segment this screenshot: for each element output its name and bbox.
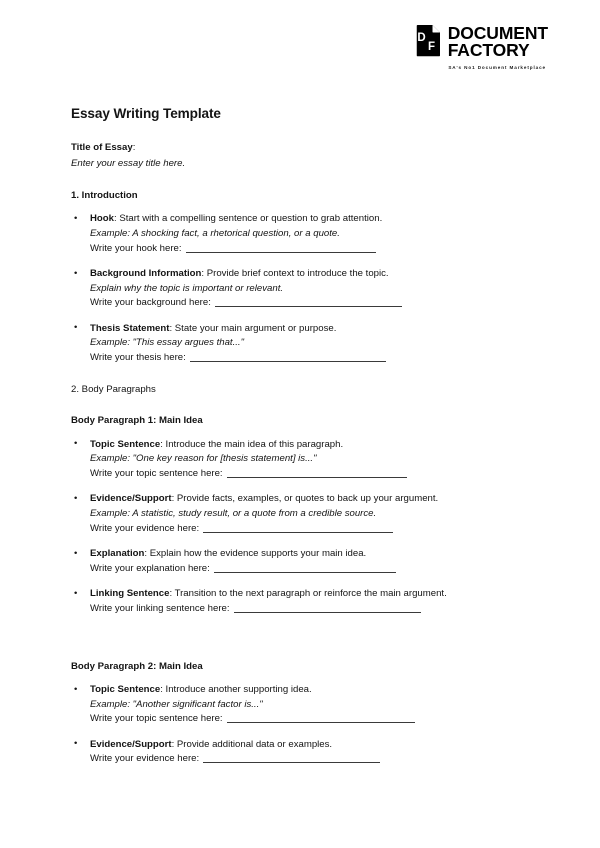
write-prompt-label: Write your topic sentence here: <box>90 467 223 479</box>
title-of-essay-label <box>71 141 503 156</box>
list-item <box>71 322 503 366</box>
write-prompt-label: Write your explanation here: <box>90 562 210 574</box>
document-body <box>71 104 503 767</box>
list-item <box>71 438 503 482</box>
bullet-description: : State your main argument or purpose. <box>169 322 337 334</box>
subsection-heading: Body Paragraph 1: Main Idea <box>71 415 203 427</box>
answer-blank-line[interactable] <box>214 572 396 573</box>
write-prompt-label: Write your evidence here: <box>90 753 200 765</box>
bullet-description: : Introduce the main idea of this paragraph. <box>160 438 344 450</box>
bullet-example: Example: A statistic, study result, or a quote from a credible source. <box>90 508 377 520</box>
bullet-main-line <box>90 547 503 562</box>
bullet-example: Explain why the topic is important or relevant. <box>90 282 284 294</box>
bullet-write-row <box>90 752 503 767</box>
answer-blank-line[interactable] <box>203 532 393 533</box>
list-item <box>71 683 503 727</box>
bullet-main-line <box>90 587 503 602</box>
subsection-heading: Body Paragraph 2: Main Idea <box>71 660 203 672</box>
answer-blank-line[interactable] <box>227 477 407 478</box>
list-item <box>71 738 503 767</box>
bullet-list <box>71 212 503 365</box>
bullet-example: Example: "One key reason for [thesis statement] is..." <box>90 453 317 465</box>
bullet-description: : Transition to the next paragraph or reinforce the main argument. <box>169 588 447 600</box>
bullet-write-row <box>90 296 503 311</box>
list-item <box>71 587 503 616</box>
logo-wordmark <box>448 24 548 59</box>
bullet-term: Explanation <box>90 548 145 560</box>
logo-line-2: FACTORY <box>447 40 530 61</box>
bullet-list <box>71 683 503 767</box>
bullet-term: Evidence/Support <box>90 493 172 505</box>
bullet-main-line <box>90 212 503 227</box>
list-item <box>71 267 503 311</box>
write-prompt-label: Write your linking sentence here: <box>90 602 230 614</box>
document-factory-icon <box>416 24 441 57</box>
bullet-main-line <box>90 683 503 698</box>
bullet-write-row <box>90 242 503 257</box>
bullet-term: Background Information <box>90 268 202 280</box>
bullet-main-line <box>90 738 503 753</box>
bullet-term: Evidence/Support <box>90 738 172 750</box>
list-item <box>71 492 503 536</box>
write-prompt-label: Write your background here: <box>90 297 211 309</box>
answer-blank-line[interactable] <box>227 722 415 723</box>
write-prompt-label: Write your evidence here: <box>90 522 200 534</box>
bullet-term: Hook <box>90 213 114 225</box>
list-item <box>71 212 503 256</box>
answer-blank-line[interactable] <box>215 306 402 307</box>
bullet-example: Example: "Another significant factor is..." <box>90 698 263 710</box>
page-title: Essay Writing Template <box>71 106 221 121</box>
bullet-description: : Provide additional data or examples. <box>171 738 333 750</box>
write-prompt-label: Write your thesis here: <box>90 352 186 364</box>
list-item <box>71 547 503 576</box>
bullet-main-line <box>90 322 503 337</box>
section-spacer <box>71 617 503 643</box>
answer-blank-line[interactable] <box>190 361 386 362</box>
bullet-description: : Explain how the evidence supports your main idea. <box>144 548 367 560</box>
bullet-description: : Start with a compelling sentence or question to grab attention. <box>113 213 383 225</box>
sections-container <box>71 189 503 767</box>
bullet-main-line <box>90 267 503 282</box>
write-prompt-label: Write your hook here: <box>90 242 182 254</box>
answer-blank-line[interactable] <box>203 762 380 763</box>
write-prompt-label: Write your topic sentence here: <box>90 713 223 725</box>
brand-logo <box>416 24 548 70</box>
svg-text:F: F <box>427 41 435 53</box>
bullet-main-line <box>90 438 503 453</box>
bullet-example: Example: A shocking fact, a rhetorical question, or a quote. <box>90 227 340 239</box>
bullet-term: Topic Sentence <box>90 438 161 450</box>
logo-line-1: DOCUMENT <box>447 23 548 43</box>
section-heading: 2. Body Paragraphs <box>71 383 156 395</box>
answer-blank-line[interactable] <box>186 252 376 253</box>
bullet-description: : Introduce another supporting idea. <box>160 684 312 696</box>
section-heading: 1. Introduction <box>71 189 138 201</box>
logo-tagline: SA's No1 Document Marketplace <box>448 65 546 71</box>
logo-row <box>416 24 548 59</box>
title-of-essay-placeholder: Enter your essay title here. <box>71 158 186 170</box>
bullet-example: Example: "This essay argues that..." <box>90 337 244 349</box>
bullet-term: Linking Sentence <box>90 588 170 600</box>
bullet-term: Thesis Statement <box>90 322 170 334</box>
svg-text:D: D <box>417 32 426 44</box>
bullet-list <box>71 438 503 617</box>
bullet-write-row <box>90 351 503 366</box>
bullet-term: Topic Sentence <box>90 684 161 696</box>
bullet-write-row <box>90 467 503 482</box>
bullet-description: : Provide facts, examples, or quotes to back up your argument. <box>171 493 439 505</box>
bullet-description: : Provide brief context to introduce the topic. <box>201 268 389 280</box>
answer-blank-line[interactable] <box>234 612 421 613</box>
title-of-essay-colon: : <box>132 141 136 153</box>
bullet-write-row <box>90 522 503 537</box>
bullet-write-row <box>90 562 503 577</box>
bullet-write-row <box>90 712 503 727</box>
title-of-essay-term: Title of Essay <box>71 141 133 153</box>
bullet-write-row <box>90 602 503 617</box>
bullet-main-line <box>90 492 503 507</box>
